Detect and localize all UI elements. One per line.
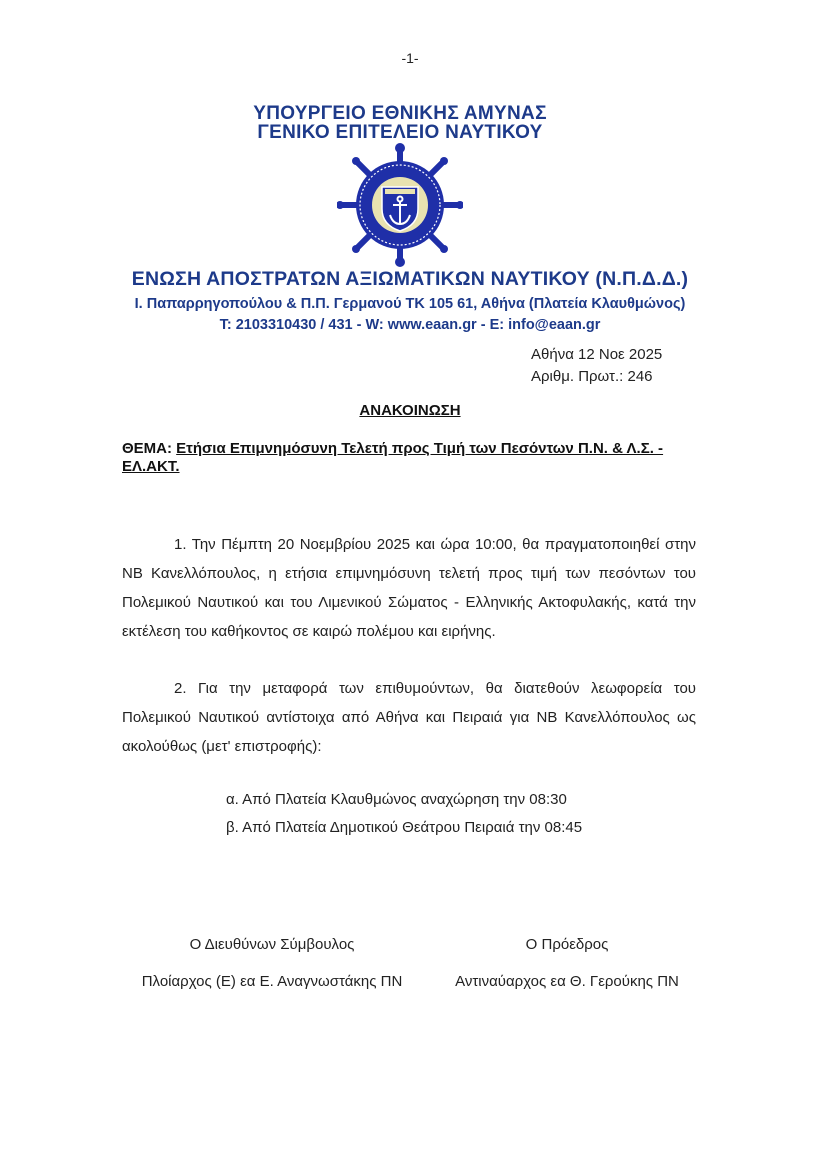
ministry-heading: ΥΠΟΥΡΓΕΙΟ ΕΘΝΙΚΗΣ ΑΜΥΝΑΣ [253,103,547,124]
date-protocol-block [531,344,662,388]
naval-staff-heading: ΓΕΝΙΚΟ ΕΠΙΤΕΛΕΙΟ ΝΑΥΤΙΚΟΥ [257,122,543,143]
signatory-1-role: Ο Διευθύνων Σύμβουλος [189,936,355,953]
date-line: Αθήνα 12 Νοε 2025 [531,346,663,363]
paragraph-2: 2. Για την μεταφορά των επιθυμούντων, θα διατεθούν λεωφορεία του Πολεμικού Ναυτικού αντίστοιχα από Αθήνα και Πειραιά για ΝΒ Κανελλόπουλος ως ακολούθως (μετ' επιστροφής): [122,680,696,755]
ship-wheel-logo-icon [337,143,463,267]
organization-address: Ι. Παπαρρηγοπούλου & Π.Π. Γερμανού ΤΚ 105 61, Αθήνα (Πλατεία Κλαυθμώνος) [134,296,686,312]
document-title: ΑΝΑΚΟΙΝΩΣΗ [359,402,461,419]
protocol-number: Αριθμ. Πρωτ.: 246 [531,368,653,385]
departure-item-a: α. Από Πλατεία Κλαυθμώνος αναχώρηση την 08:30 [226,791,567,808]
subject-line [122,440,702,476]
subject-label: ΘΕΜΑ: [122,440,172,457]
signatory-2-name: Αντιναύαρχος εα Θ. Γερούκης ΠΝ [455,973,679,990]
organization-name: ΕΝΩΣΗ ΑΠΟΣΤΡΑΤΩΝ ΑΞΙΩΜΑΤΙΚΩΝ ΝΑΥΤΙΚΟΥ (Ν.Π.Δ.Δ.) [131,268,689,290]
signatory-2-role: Ο Πρόεδρος [525,936,609,953]
organization-contact: T: 2103310430 / 431 - W: www.eaan.gr - E: info@eaan.gr [219,317,601,333]
signatory-1-name: Πλοίαρχος (Ε) εα Ε. Αναγνωστάκης ΠΝ [141,973,403,990]
departure-item-b: β. Από Πλατεία Δημοτικού Θεάτρου Πειραιά την 08:45 [226,819,583,836]
paragraph-1: 1. Την Πέμπτη 20 Νοεμβρίου 2025 και ώρα 10:00, θα πραγματοποιηθεί στην ΝΒ Κανελλόπουλος, η ετήσια επιμνημόσυνη τελετή προς τιμή των πεσόντων του Πολεμικού Ναυτικού και του Λιμενικού Σώματος - Ελληνικής Ακτοφυλακής, κατά την εκτέλεση του καθήκοντος σε καιρώ πολέμου και ειρήνης. [122,536,696,640]
page-number: -1- [401,50,419,66]
subject-text: Ετήσια Επιμνημόσυνη Τελετή προς Τιμή των Πεσόντων Π.Ν. & Λ.Σ. - ΕΛ.ΑΚΤ. [122,440,664,475]
